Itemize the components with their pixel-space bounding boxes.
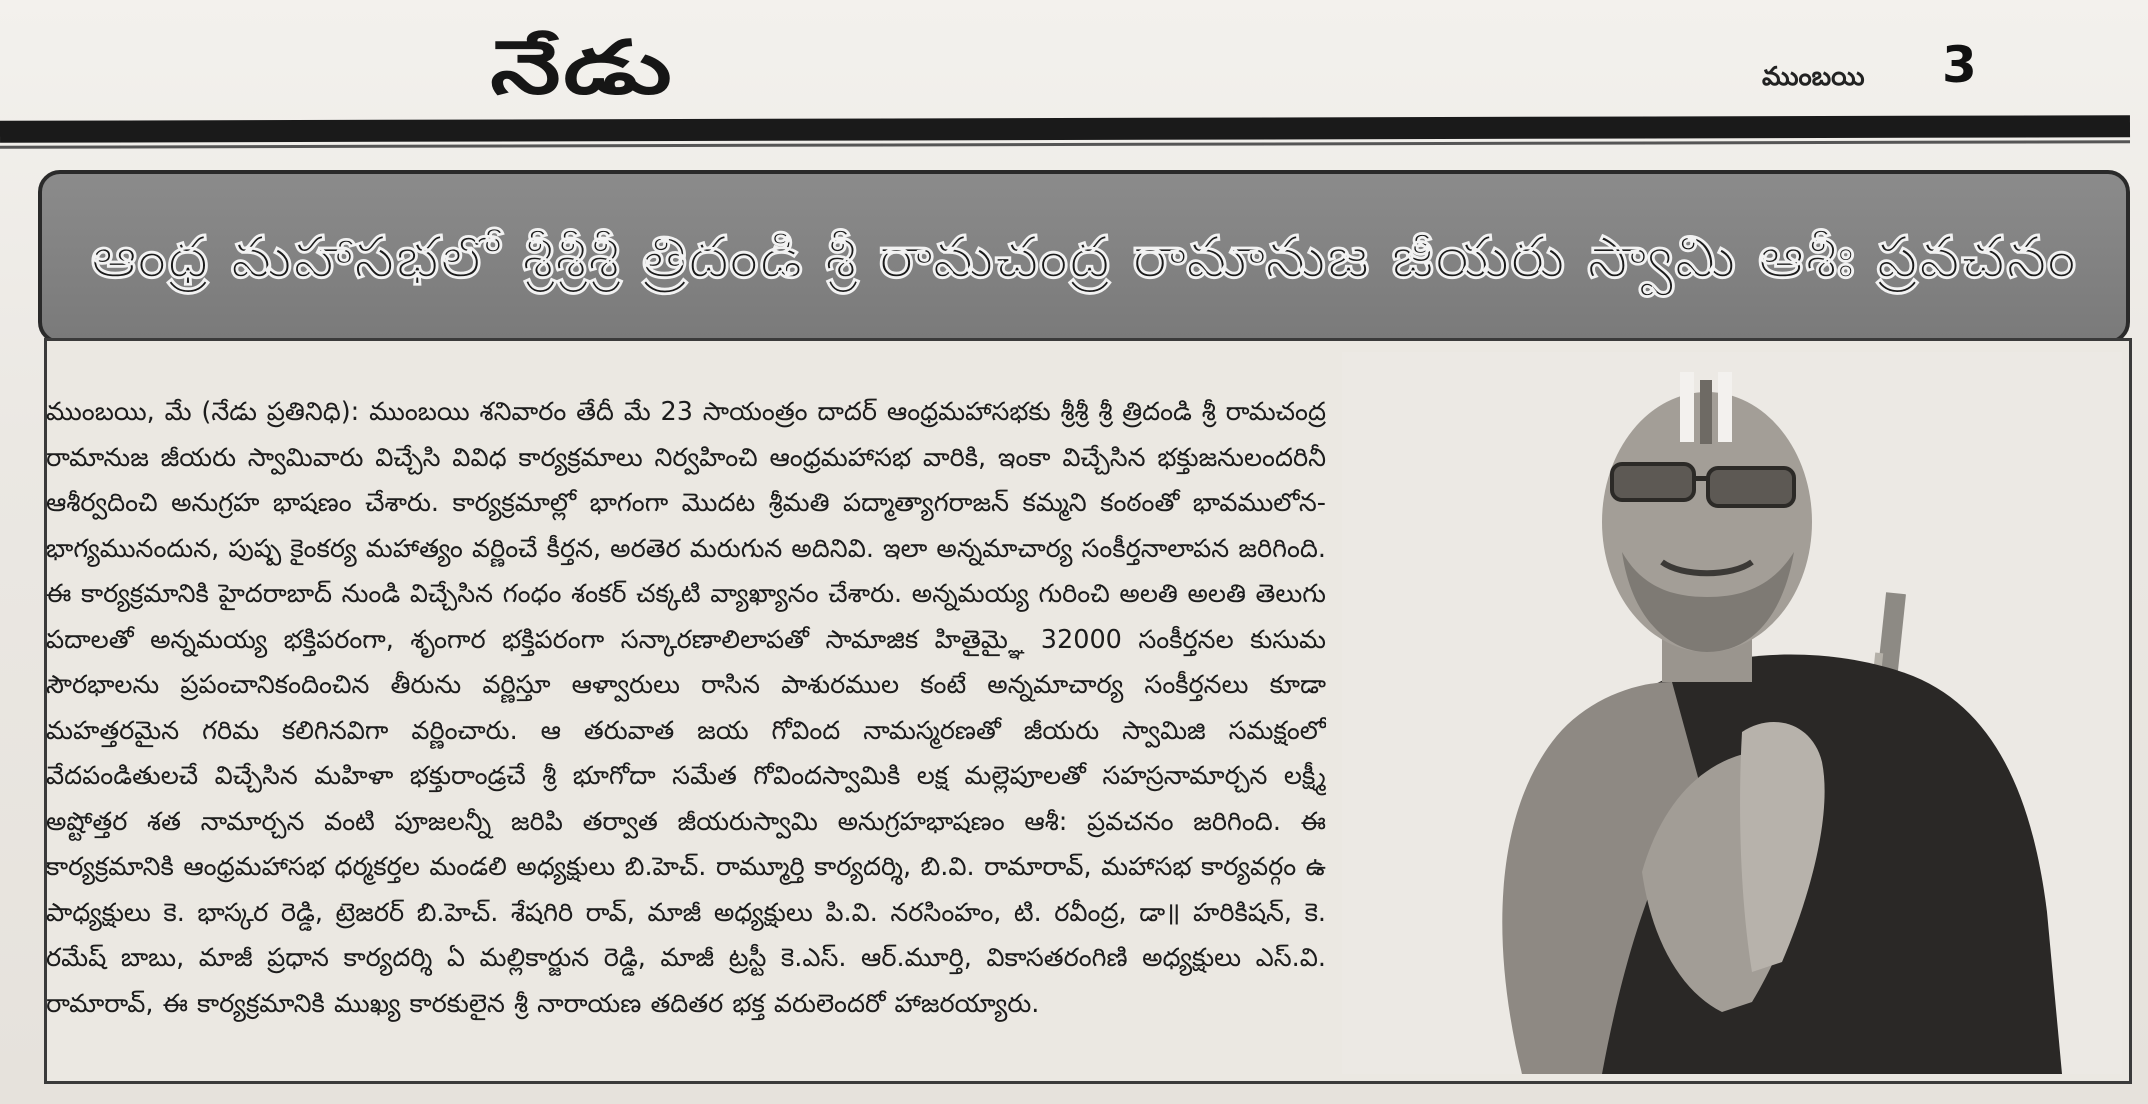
masthead-logo: [415, 22, 675, 122]
headline-banner: [38, 170, 2130, 344]
page-number: 3: [1942, 36, 1977, 94]
logo-wordmark: నేడు: [490, 25, 675, 111]
article-photo: [1342, 352, 2122, 1074]
page-city-label: ముంబయి: [1762, 62, 1865, 92]
article-body: ముంబయి, మే (నేడు ప్రతినిధి): ముంబయి శనివారం తేదీ మే 23 సాయంత్రం దాదర్ ఆంధ్రమహాసభకు శ్రీశ్రీ శ్రీ త్రిదండి శ్రీ రామచంద్ర రామానుజ జీయరు స్వామివారు విచ్చేసి వివిధ కార్యక్రమాలు నిర్వహించి ఆంధ్రమహాసభ వారికి, ఇంకా విచ్చేసిన భక్తుజనులందరినీ ఆశీర్వదించి అనుగ్రహ భాషణం చేశారు. కార్యక్రమాల్లో భాగంగా మొదట శ్రీమతి పద్మాత్యాగరాజన్ కమ్మని కంఠంతో భావములోన-భాగ్యమునందున, పుష్ప కైంకర్య మహాత్యం వర్ణించే కీర్తన, అరతెర మరుగున అదినివి. ఇలా అన్నమాచార్య సంకీర్తనాలాపన జరిగింది. ఈ కార్యక్రమానికి హైదరాబాద్ నుండి విచ్చేసిన గంధం శంకర్ చక్కటి వ్యాఖ్యానం చేశారు. అన్నమయ్య గురించి అలతి అలతి తెలుగు పదాలతో అన్నమయ్య భక్తిపరంగా, శృంగార భక్తిపరంగా సన్కారణాలిలాపతో సామాజిక హితైమ్ఞై 32000 సంకీర్తనల కుసుమ సౌరభాలను ప్రపంచానికందించిన తీరును వర్ణిస్తూ ఆళ్వారులు రాసిన పాశురముల కంటే అన్నమాచార్య సంకీర్తనలు కూడా మహత్తరమైన గరిమ కలిగినవిగా వర్ణించారు. ఆ తరువాత జయ గోవింద నామస్మరణతో జీయరు స్వామిజి సమక్షంలో వేదపండితులచే విచ్చేసిన మహిళా భక్తురాండ్రచే శ్రీ భూగోదా సమేత గోవిందస్వామికి లక్ష మల్లెపూలతో సహస్రనామార్చన లక్ష్మీ అష్టోత్తర శత నామార్చన వంటి పూజలన్నీ జరిపి తర్వాత జీయరుస్వామి అనుగ్రహభాషణం ఆశీ: ప్రవచనం జరిగింది. ఈ కార్యక్రమానికి ఆంధ్రమహాసభ ధర్మకర్తల మండలి అధ్యక్షులు బి.హెచ్. రామ్మూర్తి కార్యదర్శి, బి.వి. రామారావ్, మహాసభ కార్యవర్గం ఉ పాధ్యక్షులు కె. భాస్కర రెడ్డి, ట్రెజరర్ బి.హెచ్. శేషగిరి రావ్, మాజీ అధ్యక్షులు పి.వి. నరసింహం, టి. రవీంద్ర, డా॥ హరికిషన్, కె. రమేష్ బాబు, మాజీ ప్రధాన కార్యదర్శి ఏ మల్లికార్జున రెడ్డి, మాజీ ట్రస్టీ కె.ఎస్. ఆర్.మూర్తి, వికాసతరంగిణి అధ్యక్షులు ఎస్.వి. రామారావ్, ఈ కార్యక్రమానికి ముఖ్య కారకులైన శ్రీ నారాయణ తదితర భక్త వరులెందరో హాజరయ్యారు.: [46, 397, 1326, 1019]
swami-photo-illustration: [1342, 352, 2122, 1074]
article-headline: ఆంధ్ర మహాసభలో శ్రీశ్రీశ్రీ త్రిదండి శ్రీ రామచంద్ర రామానుజ జీయరు స్వామి ఆశీః ప్రవచనం: [90, 223, 2078, 291]
